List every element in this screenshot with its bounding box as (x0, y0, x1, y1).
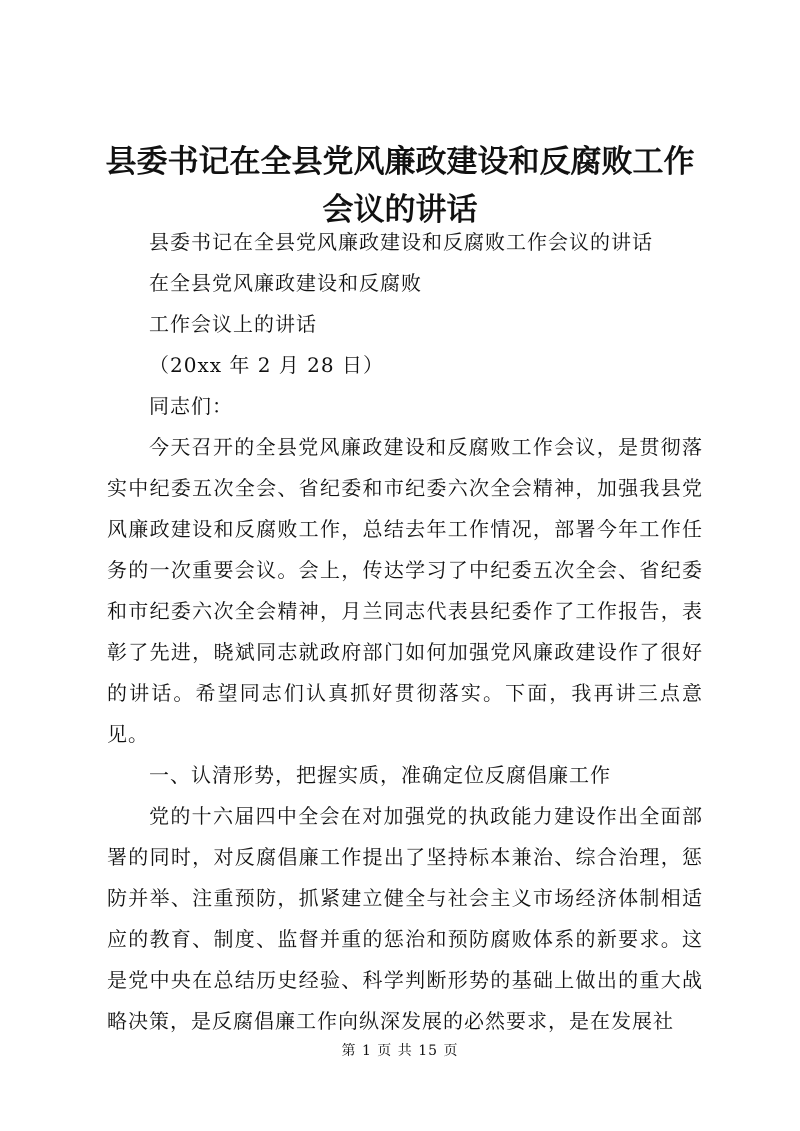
page-footer: 第 1 页 共 15 页 (341, 1043, 459, 1059)
speech-heading-line-1: 在全县党风廉政建设和反腐败 (149, 271, 422, 295)
speech-date: （20xx 年 2 月 28 日） (149, 353, 384, 377)
paragraph-section-1: 党的十六届四中全会在对加强党的执政能力建设作出全面部署的同时，对反腐倡廉工作提出了坚持标本兼治、综合治理，惩防并举、注重预防，抓紧建立健全与社会主义市场经济体制相适应的教育、制度、监督并重的惩治和预防腐败体系的新要求。这是党中央在总结历史经验、科学判断形势的基础上做出的重大战略决策，是反腐倡廉工作向纵深发展的必然要求，是在发展社 (107, 804, 703, 1033)
salutation: 同志们： (149, 394, 233, 418)
document-body (107, 222, 703, 1042)
subtitle-line: 县委书记在全县党风廉政建设和反腐败工作会议的讲话 (149, 230, 653, 254)
document-title: 县委书记在全县党风廉政建设和反腐败工作会议的讲话 (105, 144, 695, 228)
speech-heading-line-2: 工作会议上的讲话 (149, 312, 317, 336)
section-heading-1: 一、认清形势，把握实质，准确定位反腐倡廉工作 (149, 763, 611, 787)
paragraph-intro: 今天召开的全县党风廉政建设和反腐败工作会议，是贯彻落实中纪委五次全会、省纪委和市纪委六次全会精神，加强我县党风廉政建设和反腐败工作，总结去年工作情况，部署今年工作任务的一次重要会议。会上，传达学习了中纪委五次全会、省纪委和市纪委六次全会精神，月兰同志代表县纪委作了工作报告，表彰了先进，晓斌同志就政府部门如何加强党风廉政建设作了很好的讲话。希望同志们认真抓好贯彻落实。下面，我再讲三点意见。 (107, 435, 703, 746)
